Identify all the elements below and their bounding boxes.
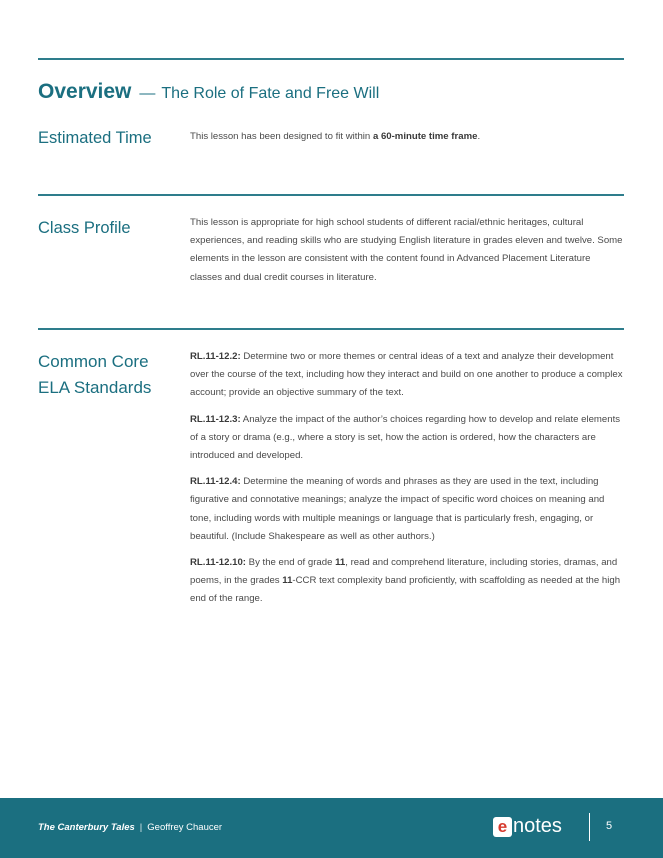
page-footer [0, 798, 663, 858]
standard-code: RL.11-12.2: [190, 351, 241, 362]
standard-text: Analyze the impact of the author’s choices regarding how to develop and relate elements of a story or drama (e.g., where a story is set, how the action is ordered, how the characters are introduced and developed. [190, 413, 621, 462]
title-dash: — [139, 85, 156, 102]
standard-grade-a: 11 [335, 557, 346, 569]
standard-item [190, 411, 625, 466]
estimated-time-text-before: This lesson has been designed to fit within [190, 131, 373, 142]
standard-text: Determine two or more themes or central ideas of a text and analyze their development over the course of the text, including how they interact and build on one another to produce a complex account; provide an objective summary of the text. [190, 351, 623, 399]
standard-code: RL.11-12.4: [190, 476, 241, 488]
standard-grade-b: 11 [282, 575, 293, 587]
standards-label-line2: ELA Standards [38, 378, 152, 397]
standard-text-c: -CCR text complexity band proficiently, with scaffolding as needed at the high end of the range. [190, 575, 621, 605]
standard-text-b: , read and comprehend literature, including stories, dramas, and poems, in the grades [190, 557, 618, 587]
standards-list [190, 348, 625, 617]
standard-item [190, 348, 625, 403]
estimated-time-text-after: . [477, 131, 481, 142]
standards-label-line1: Common Core [38, 352, 149, 371]
estimated-time-text [190, 128, 625, 146]
class-profile-text: This lesson is appropriate for high school students of different racial/ethnic heritages, cultural experiences, and reading skills who are studying English literature in grades eleven and twelve. Some elements in the lesson are consistent with the content found in Advanced Placement Literature classes and dual credit courses in literature. [190, 217, 623, 283]
standard-text-a: By the end of grade [246, 557, 336, 569]
standard-item [190, 473, 625, 546]
title-main: Overview [38, 80, 132, 103]
enotes-logo-text: notes [513, 815, 562, 837]
standard-text: Determine the meaning of words and phrases as they are used in the text, including figurative and connotative meanings; analyze the impact of specific word choices on meaning and tone, including words with multiple meanings or language that is particularly fresh, engaging, or beautiful. (Include Shakespeare as well as other authors.) [190, 476, 605, 542]
page-title [38, 80, 379, 104]
title-subtitle: The Role of Fate and Free Will [161, 85, 380, 102]
footer-divider [589, 813, 590, 841]
footer-book-title: The Canterbury Tales [38, 822, 135, 833]
class-profile-label: Class Profile [38, 219, 131, 237]
standard-item [190, 554, 625, 609]
standard-code: RL.11-12.3: [190, 413, 241, 425]
estimated-time-label: Estimated Time [38, 129, 152, 147]
footer-author: Geoffrey Chaucer [147, 822, 223, 833]
standards-label [38, 349, 178, 401]
standard-code: RL.11-12.10: [190, 557, 246, 569]
enotes-logo [493, 815, 562, 839]
page-number: 5 [606, 820, 613, 832]
divider-rule-2 [38, 328, 624, 330]
estimated-time-duration: a 60-minute time frame [372, 131, 478, 142]
footer-separator: | [139, 822, 143, 833]
divider-rule-1 [38, 194, 624, 196]
footer-book-info [38, 822, 222, 833]
enotes-logo-e-icon: e [493, 817, 512, 837]
top-rule [38, 58, 624, 60]
